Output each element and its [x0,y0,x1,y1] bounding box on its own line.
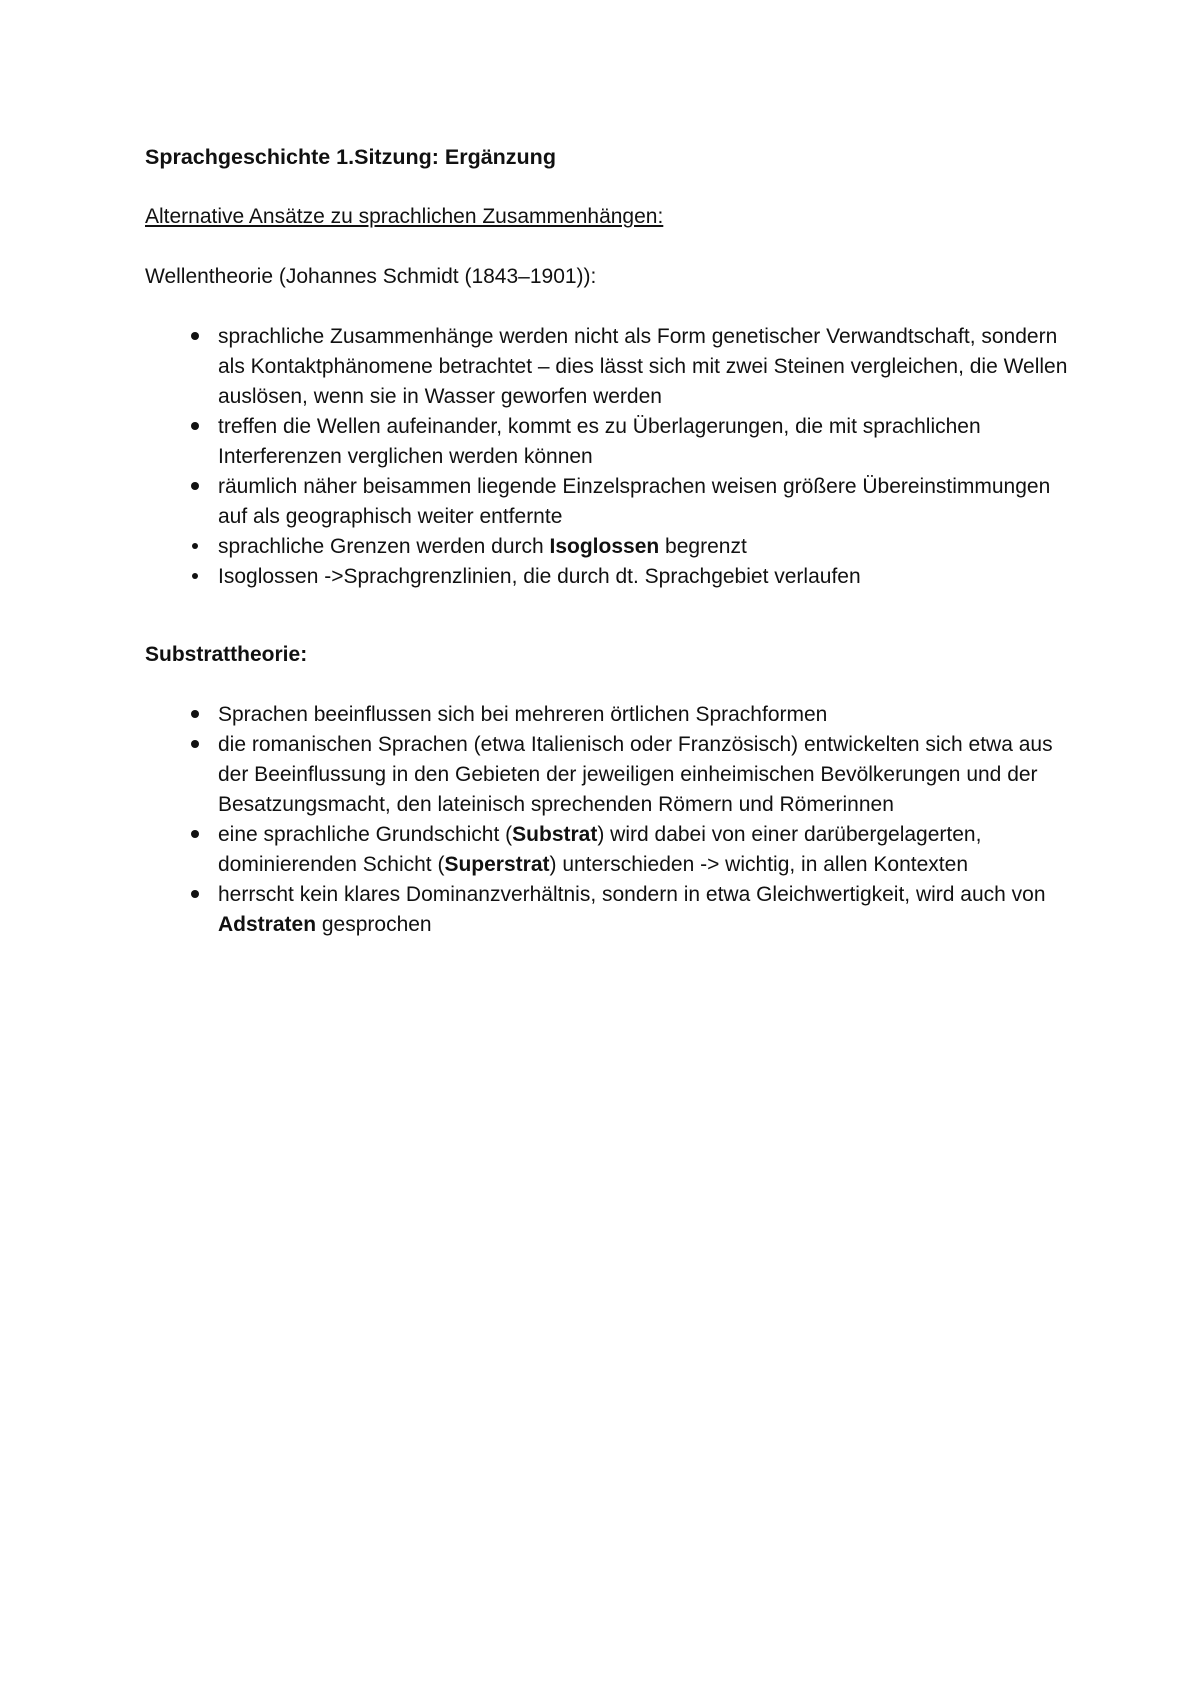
list-item [145,412,1075,472]
bullet-icon [185,880,205,910]
term-superstrat: Superstrat [444,853,550,876]
bullet-icon [185,820,205,850]
substrattheorie-list [145,700,1075,940]
document-title: Sprachgeschichte 1.Sitzung: Ergänzung [145,145,556,169]
bullet-icon [185,472,205,502]
list-item-text: ) wird dabei von einer darübergelagerten, dominierenden Schicht ( [218,823,982,876]
list-item-text: die romanischen Sprachen (etwa Italienisch oder Französisch) entwickelten sich etwa aus der Beeinflussung in den Gebieten der jeweiligen einheimischen Bevölkerungen und der Besatzungsmacht, den lateinisch sprechenden Römern und Römerinnen [218,733,1053,816]
bullet-icon [185,532,205,562]
list-item-text: räumlich näher beisammen liegende Einzelsprachen weisen größere Übereinstimmungen auf als geographisch weiter entfernte [218,475,1051,528]
bullet-icon [185,562,205,592]
list-item [145,700,1075,730]
list-item-text: Sprachen beeinflussen sich bei mehreren örtlichen Sprachformen [218,703,828,726]
list-item [145,472,1075,532]
list-item-text: gesprochen [316,913,432,936]
list-item [145,532,1075,562]
list-item-text: treffen die Wellen aufeinander, kommt es zu Überlagerungen, die mit sprachlichen Interferenzen verglichen werden können [218,415,981,468]
list-item-text: ) unterschieden -> wichtig, in allen Kontexten [549,853,968,876]
substrattheorie-heading: Substrattheorie: [145,643,308,666]
section-heading: Alternative Ansätze zu sprachlichen Zusammenhängen: [145,205,664,228]
list-item [145,880,1075,940]
list-item [145,820,1075,880]
bullet-icon [185,730,205,760]
bullet-icon [185,700,205,730]
wellentheorie-list [145,322,1075,592]
bullet-icon [185,412,205,442]
list-item-text: herrscht kein klares Dominanzverhältnis, sondern in etwa Gleichwertigkeit, wird auch von [218,883,1046,906]
list-item [145,562,1075,592]
term-substrat: Substrat [512,823,598,846]
document-body [145,142,1075,940]
list-item-text: Isoglossen ->Sprachgrenzlinien, die durch dt. Sprachgebiet verlaufen [218,565,861,588]
list-item-text: begrenzt [659,535,747,558]
list-item [145,730,1075,820]
list-item-text: sprachliche Zusammenhänge werden nicht als Form genetischer Verwandtschaft, sondern als Kontaktphänomene betrachtet – dies lässt sich mit zwei Steinen vergleichen, die Wellen auslösen, wenn sie in Wasser geworfen werden [218,325,1068,408]
bullet-icon [185,322,205,352]
wellentheorie-heading: Wellentheorie (Johannes Schmidt (1843–1901)): [145,265,597,288]
term-isoglossen: Isoglossen [549,535,660,558]
term-adstraten: Adstraten [218,913,317,936]
section-spacer [145,592,1075,640]
list-item-text: eine sprachliche Grundschicht ( [218,823,513,846]
list-item-text: sprachliche Grenzen werden durch [218,535,550,558]
list-item [145,322,1075,412]
